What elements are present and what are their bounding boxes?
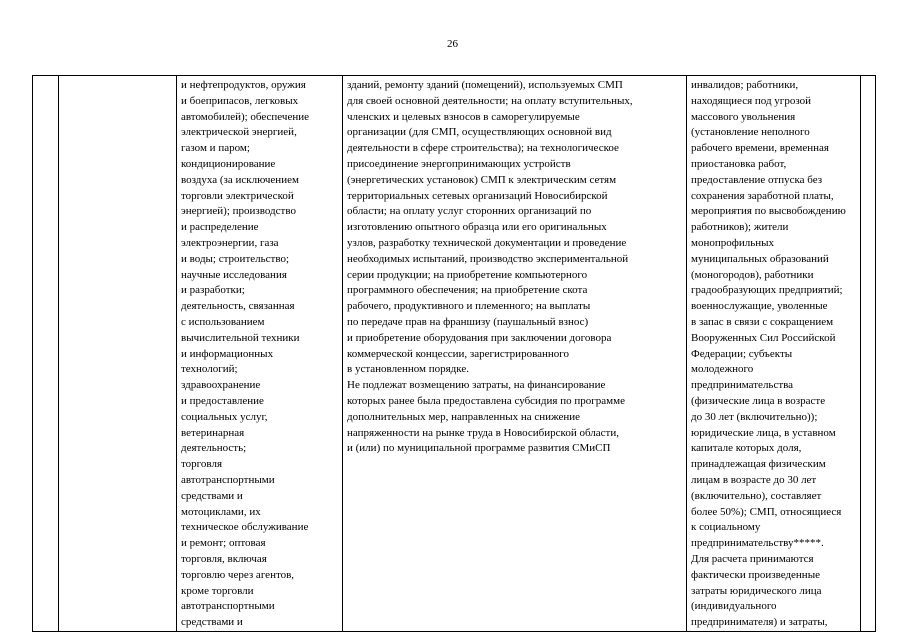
text-line: по передаче прав на франшизу (паушальный взнос) [347,315,589,328]
text-line: работников); жители [691,221,789,234]
text-line: необходимых испытаний, производство экспериментальной [347,252,629,265]
text-line: социальных услуг, [181,410,268,423]
text-line: технологий; [181,363,238,376]
text-line: (энергетических установок) СМП к электрическим сетям [347,173,617,186]
text-line: в запас в связи с сокращением [691,315,834,328]
text-line: торговли электрической [181,189,294,202]
text-line: (индивидуального [691,600,777,613]
text-line: монопрофильных [691,236,775,249]
text-line: деятельность, связанная [181,300,295,313]
text-line: области; на оплату услуг сторонних организаций по [347,205,592,218]
text-line: военнослужащие, уволенные [691,300,828,313]
text-line: градообразующих предприятий; [691,284,843,297]
text-line: лицам в возрасте до 30 лет [691,473,817,486]
text-line: муниципальных образований [691,252,829,265]
text-line: к социальному [691,521,761,534]
text-line: и приобретение оборудования при заключении договора [347,331,612,344]
text-line: техническое обслуживание [181,521,309,534]
text-line: деятельность; [181,442,247,455]
text-line: и (или) по муниципальной программе развития СМиСП [347,442,611,455]
text-line: коммерческой концессии, зарегистрированного [347,347,570,360]
text-line: (моногородов), работники [691,268,814,281]
text-line: вычислительной техники [181,331,300,344]
text-line: ветеринарная [181,426,245,439]
text-line: сохранения заработной платы, [691,189,834,202]
text-line: для своей основной деятельности; на оплату вступительных, [347,94,633,107]
cell-expenses [343,76,687,632]
text-line: рабочего, продуктивного и племенного; на выплаты [347,300,591,313]
text-line: предпринимательству*****. [691,537,824,550]
cell-col2 [59,76,177,632]
text-line: мотоциклами, их [181,505,261,518]
cell-recipients [687,76,861,632]
text-line: которых ранее была предоставлена субсидия по программе [347,394,625,407]
text-line: мероприятия по высвобождению [691,205,846,218]
cell-col1 [33,76,59,632]
text-line: и боеприпасов, легковых [181,94,299,107]
text-line: научные исследования [181,268,287,281]
text-line: предпринимательства [691,379,794,392]
text-line: и распределение [181,221,259,234]
text-line: (установление неполного [691,126,810,139]
text-line: до 30 лет (включительно)); [691,410,818,423]
text-line: средствами и [181,489,243,502]
text-line: организации (для СМП, осуществляющих основной вид [347,126,612,139]
text-line: капитале которых доля, [691,442,802,455]
page-number: 26 [447,38,458,50]
text-line: автотранспортными [181,473,275,486]
text-line: фактически произведенные [691,568,820,581]
text-line: и воды; строительство; [181,252,290,265]
cell-activities [177,76,343,632]
text-line: территориальных сетевых организаций Новосибирской [347,189,608,202]
text-line: здравоохранение [181,379,261,392]
text-line: электрической энергией, [181,126,297,139]
text-line: энергией); производство [181,205,296,218]
text-line: и предоставление [181,394,264,407]
text-line: Для расчета принимаются [691,552,814,565]
text-line: с использованием [181,315,265,328]
text-line: автомобилей); обеспечение [181,110,309,123]
text-line: торговля [181,458,222,471]
text-line: и разработки; [181,284,245,297]
text-line: зданий, ремонту зданий (помещений), используемых СМП [347,79,623,91]
text-line: и нефтепродуктов, оружия [181,79,306,91]
text-line: юридические лица, в уставном [691,426,836,439]
text-line: изготовлению опытного образца или его оригинальных [347,221,607,234]
text-line: Федерации; субъекты [691,347,793,360]
requirements-table [32,75,876,632]
text-line: Вооруженных Сил Российской [691,331,836,344]
text-line: торговля, включая [181,552,267,565]
text-line: Не подлежат возмещению затраты, на финансирование [347,379,606,392]
text-line: находящиеся под угрозой [691,94,811,107]
text-line: принадлежащая физическим [691,458,826,471]
text-line: газом и паром; [181,142,250,155]
text-line: затраты юридического лица [691,584,822,597]
text-line: электроэнергии, газа [181,236,279,249]
text-line: деятельности в сфере строительства); на технологическое [347,142,619,155]
text-line: кондиционирование [181,157,276,170]
text-line: предпринимателя) и затраты, [691,616,828,629]
text-line: (включительно), составляет [691,489,822,502]
text-line: в установленном порядке. [347,363,469,376]
text-line: предоставление отпуска без [691,173,823,186]
cell-col6 [861,76,876,632]
text-line: воздуха (за исключением [181,173,299,186]
text-line: напряженности на рынке труда в Новосибирской области, [347,426,619,439]
text-line: средствами и [181,616,243,629]
text-line: торговлю через агентов, [181,568,295,581]
table-row [33,76,876,632]
text-line: членских и целевых взносов в саморегулируемые [347,110,580,123]
text-line: и информационных [181,347,274,360]
text-line: молодежного [691,363,754,376]
text-line: кроме торговли [181,584,254,597]
text-line: инвалидов; работники, [691,79,799,91]
text-line: рабочего времени, временная [691,142,829,155]
text-line: более 50%); СМП, относящиеся [691,505,842,518]
text-line: автотранспортными [181,600,275,613]
text-line: присоединение энергопринимающих устройств [347,157,571,170]
text-line: серии продукции; на приобретение компьютерного [347,268,588,281]
text-line: и ремонт; оптовая [181,537,266,550]
text-line: приостановка работ, [691,157,787,170]
text-line: (физические лица в возрасте [691,394,826,407]
text-line: дополнительных мер, направленных на снижение [347,410,581,423]
text-line: программного обеспечения; на приобретение скота [347,284,588,297]
text-line: узлов, разработку технической документации и проведение [347,236,627,249]
text-line: массового увольнения [691,110,796,123]
